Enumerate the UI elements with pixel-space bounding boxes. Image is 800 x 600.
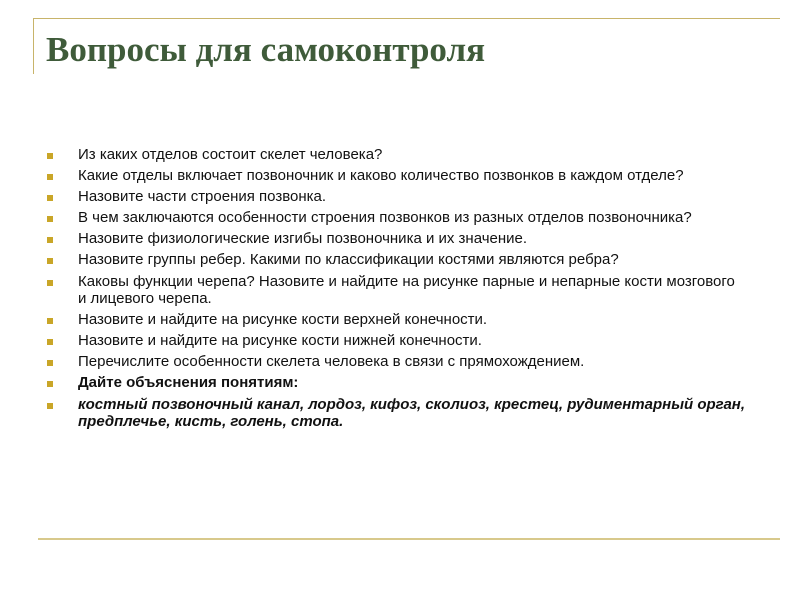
question-text: Назовите группы ребер. Какими по классификации костями являются ребра? bbox=[78, 251, 619, 269]
square-bullet-icon bbox=[47, 237, 53, 243]
left-divider bbox=[33, 18, 34, 74]
list-item bbox=[47, 396, 747, 431]
question-text: Перечислите особенности скелета человека в связи с прямохождением. bbox=[78, 353, 585, 371]
list-item bbox=[47, 251, 747, 269]
square-bullet-icon bbox=[47, 195, 53, 201]
square-bullet-icon bbox=[47, 403, 53, 409]
question-text: Назовите части строения позвонка. bbox=[78, 188, 327, 206]
question-text: Каковы функции черепа? Назовите и найдите на рисунке парные и непарные кости мозгового и лицевого черепа. bbox=[78, 272, 735, 308]
definitions-heading: Дайте объяснения понятиям: bbox=[78, 374, 299, 392]
list-item bbox=[47, 146, 747, 164]
list-item bbox=[47, 374, 747, 392]
square-bullet-icon bbox=[47, 381, 53, 387]
square-bullet-icon bbox=[47, 153, 53, 159]
square-bullet-icon bbox=[47, 216, 53, 222]
list-item bbox=[47, 353, 747, 371]
square-bullet-icon bbox=[47, 318, 53, 324]
question-text: Назовите и найдите на рисунке кости верхней конечности. bbox=[78, 311, 488, 329]
list-item bbox=[47, 311, 747, 329]
terms-list: костный позвоночный канал, лордоз, кифоз, сколиоз, крестец, рудиментарный орган, предплечье, кисть, голень, стопа. bbox=[78, 395, 746, 431]
question-text: Назовите физиологические изгибы позвоночника и их значение. bbox=[78, 230, 528, 248]
question-text: В чем заключаются особенности строения позвонков из разных отделов позвоночника? bbox=[78, 209, 692, 227]
list-item bbox=[47, 230, 747, 248]
square-bullet-icon bbox=[47, 339, 53, 345]
square-bullet-icon bbox=[47, 360, 53, 366]
bottom-divider bbox=[38, 538, 780, 540]
question-text: Из каких отделов состоит скелет человека? bbox=[78, 146, 383, 163]
list-item bbox=[47, 167, 747, 185]
list-item bbox=[47, 332, 747, 350]
square-bullet-icon bbox=[47, 258, 53, 264]
top-divider bbox=[33, 18, 780, 19]
square-bullet-icon bbox=[47, 280, 53, 286]
question-text: Назовите и найдите на рисунке кости нижней конечности. bbox=[78, 332, 482, 350]
question-list bbox=[47, 146, 747, 434]
list-item bbox=[47, 273, 747, 308]
list-item bbox=[47, 188, 747, 206]
square-bullet-icon bbox=[47, 174, 53, 180]
question-text: Какие отделы включает позвоночник и каково количество позвонков в каждом отделе? bbox=[78, 167, 684, 185]
list-item bbox=[47, 209, 747, 227]
slide-title: Вопросы для самоконтроля bbox=[46, 30, 486, 69]
